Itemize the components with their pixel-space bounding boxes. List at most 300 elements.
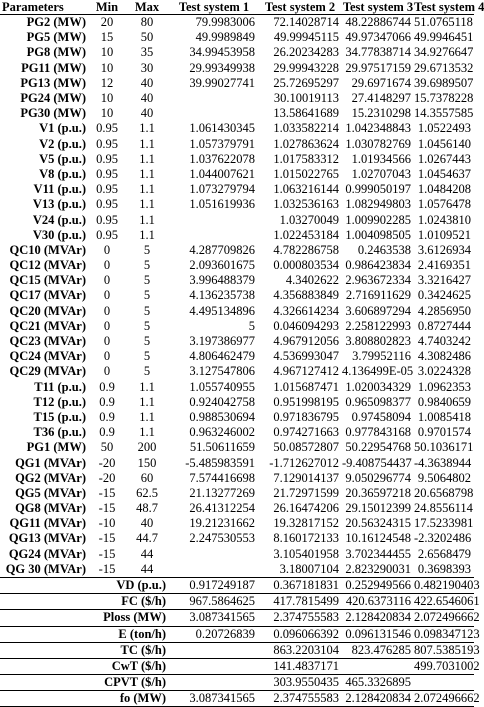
max-cell: 1.1 [139, 166, 155, 181]
test-system-1-cell [170, 106, 258, 121]
table-row [0, 334, 474, 349]
summary-row [0, 675, 474, 691]
summary-test-system-3-cell: 2.128420834 [342, 691, 414, 707]
summary-param-cell: FC ($/h) [0, 594, 170, 610]
param-cell: V8 (p.u.) [39, 166, 86, 181]
test-system-3-cell: 1.004098505 [345, 227, 411, 242]
max-cell: 50 [140, 30, 154, 45]
min-cell: 0.95 [96, 136, 118, 151]
test-system-3-cell: 34.77838714 [345, 45, 411, 60]
table-row [0, 197, 474, 212]
test-system-4-cell: 1.0962353 [417, 379, 471, 394]
test-system-2-cell: 4.356883849 [273, 288, 339, 303]
test-system-1-cell: 1.061430345 [189, 121, 255, 136]
summary-param-cell: TC ($/h) [0, 642, 170, 658]
test-system-2-cell: 49.99945115 [273, 30, 339, 45]
min-cell: 10 [100, 91, 114, 106]
param-cell: QC23 (MVAr) [9, 334, 86, 349]
test-system-2-cell: 1.022453184 [273, 227, 339, 242]
test-system-4-cell: 29.6713532 [414, 60, 474, 75]
param-cell: V11 (p.u.) [33, 182, 86, 197]
test-system-1-cell: 1.051619936 [189, 197, 255, 212]
param-cell: V1 (p.u.) [39, 121, 86, 136]
test-system-2-cell: 25.72695297 [273, 75, 339, 90]
test-system-1-cell: 2.247530553 [189, 531, 255, 546]
test-system-4-cell: 1.0454637 [417, 166, 471, 181]
table-row [0, 91, 474, 106]
summary-test-system-3-cell: 0.252949566 [342, 577, 414, 593]
summary-test-system-2-cell: 0.367181831 [258, 577, 342, 593]
test-system-3-cell: 1.02707043 [351, 166, 411, 181]
min-cell: 0.95 [96, 227, 118, 242]
summary-test-system-2-cell: 2.374755583 [258, 610, 342, 626]
param-cell: T11 (p.u.) [34, 379, 86, 394]
header-max: Max [124, 0, 170, 15]
param-cell: PG11 (MW) [21, 60, 86, 75]
test-system-3-cell: 1.082949803 [345, 197, 411, 212]
test-system-3-cell: 20.56324315 [345, 516, 411, 531]
test-system-4-cell: 1.0576478 [417, 197, 471, 212]
param-cell: T12 (p.u.) [33, 394, 86, 409]
min-cell: -15 [98, 546, 116, 561]
table-row [0, 15, 474, 31]
header-row [0, 0, 474, 15]
param-cell: QG5 (MVAr) [15, 485, 86, 500]
test-system-1-cell [170, 212, 258, 227]
test-system-4-cell: 1.0085418 [417, 409, 471, 424]
test-system-3-cell: 50.22954768 [345, 440, 411, 455]
param-cell: QC17 (MVAr) [9, 288, 86, 303]
test-system-1-cell: 4.495134896 [189, 303, 255, 318]
test-system-3-cell: 0.97458094 [351, 409, 411, 424]
test-system-4-cell: 50.1036171 [414, 440, 474, 455]
max-cell: 5 [143, 364, 151, 379]
min-cell: 0.9 [99, 394, 115, 409]
max-cell: 30 [140, 60, 154, 75]
test-system-4-cell: -4.3638944 [414, 455, 472, 470]
min-cell: -15 [98, 501, 116, 516]
test-system-2-cell: 4.967912056 [273, 334, 339, 349]
test-system-2-cell: 29.99943228 [273, 60, 339, 75]
test-system-1-cell: 39.99027741 [189, 75, 255, 90]
summary-row [0, 626, 474, 642]
summary-test-system-4-cell: 807.5385193 [414, 642, 480, 657]
min-cell: 0 [103, 334, 111, 349]
test-system-3-cell: 29.97517159 [345, 60, 411, 75]
table-row [0, 273, 474, 288]
summary-test-system-2-cell: 863.2203104 [258, 642, 342, 658]
min-cell: -10 [98, 516, 116, 531]
param-cell: PG30 (MW) [20, 106, 86, 121]
summary-row [0, 658, 474, 674]
test-system-4-cell: 1.0484208 [417, 182, 471, 197]
max-cell: 62.5 [136, 485, 158, 500]
summary-test-system-3-cell: 0.096131546 [342, 626, 414, 642]
table-row [0, 531, 474, 546]
test-system-3-cell: 4.136499E-05 [342, 364, 414, 379]
test-system-3-cell: 3.702344455 [345, 546, 411, 561]
max-cell: 1.1 [139, 425, 155, 440]
test-system-4-cell: 4.2856950 [417, 303, 471, 318]
max-cell: 1.1 [139, 394, 155, 409]
max-cell: 150 [137, 455, 157, 470]
max-cell: 44.7 [136, 531, 158, 546]
summary-test-system-1-cell [170, 675, 258, 691]
test-system-1-cell: 1.073279794 [189, 182, 255, 197]
test-system-2-cell: 72.14028714 [273, 15, 339, 30]
test-system-2-cell: 1.015022765 [273, 166, 339, 181]
min-cell: 0.95 [96, 212, 118, 227]
test-system-4-cell: 0.9840659 [417, 394, 471, 409]
table-row [0, 212, 474, 227]
test-system-1-cell: 0.963246002 [189, 425, 255, 440]
summary-row [0, 610, 474, 626]
table-row [0, 243, 474, 258]
test-system-4-cell: 4.3082486 [417, 349, 471, 364]
test-system-3-cell: 10.16124548 [345, 531, 411, 546]
test-system-1-cell: 2.093601675 [189, 258, 255, 273]
test-system-2-cell: 1.033582214 [273, 121, 339, 136]
param-cell: PG1 (MW) [26, 440, 86, 455]
min-cell: 0.95 [96, 197, 118, 212]
min-cell: 10 [100, 45, 114, 60]
test-system-3-cell: 0.2463538 [357, 242, 411, 257]
table-row [0, 455, 474, 470]
test-system-3-cell: 2.716911629 [345, 288, 411, 303]
test-system-4-cell: 0.8727444 [417, 318, 471, 333]
summary-param-cell: CwT ($/h) [0, 658, 170, 674]
test-system-2-cell: 1.017583312 [273, 151, 339, 166]
test-system-2-cell: 0.046094293 [273, 318, 339, 333]
test-system-1-cell: 3.996488379 [189, 273, 255, 288]
summary-test-system-3-cell: 420.6373116 [342, 594, 414, 610]
table-row [0, 395, 474, 410]
test-system-1-cell: 1.055740955 [189, 379, 255, 394]
max-cell: 5 [143, 303, 151, 318]
param-cell: V24 (p.u.) [32, 212, 86, 227]
test-system-4-cell: 3.3216427 [417, 273, 471, 288]
test-system-1-cell: 49.9989849 [195, 30, 255, 45]
table-row [0, 106, 474, 121]
table-row [0, 364, 474, 379]
test-system-2-cell: 1.063216144 [273, 182, 339, 197]
param-cell: PG13 (MW) [20, 75, 86, 90]
test-system-3-cell: 2.823290031 [345, 561, 411, 576]
table-row [0, 30, 474, 45]
min-cell: 50 [100, 440, 114, 455]
param-cell: QC29 (MVAr) [9, 364, 86, 379]
summary-test-system-3-cell: 2.128420834 [342, 610, 414, 626]
param-cell: QC15 (MVAr) [9, 273, 86, 288]
min-cell: 0.9 [99, 425, 115, 440]
table-row [0, 182, 474, 197]
table-row [0, 410, 474, 425]
summary-test-system-4-cell: 499.7031002 [414, 658, 480, 673]
param-cell: PG2 (MW) [26, 15, 86, 30]
max-cell: 1.1 [139, 136, 155, 151]
table-row [0, 152, 474, 167]
param-cell: QG8 (MVAr) [15, 501, 86, 516]
table-row [0, 45, 474, 60]
test-system-3-cell: 1.042348843 [345, 121, 411, 136]
test-system-3-cell: 49.97347066 [345, 30, 411, 45]
test-system-2-cell: 3.105401958 [273, 546, 339, 561]
test-system-1-cell: 34.99453958 [189, 45, 255, 60]
table-row [0, 288, 474, 303]
param-cell: PG8 (MW) [26, 45, 86, 60]
test-system-3-cell: 0.965098377 [345, 394, 411, 409]
max-cell: 5 [143, 258, 151, 273]
param-cell: V30 (p.u.) [32, 227, 86, 242]
test-system-1-cell: 4.136235738 [189, 288, 255, 303]
max-cell: 44 [140, 546, 154, 561]
test-system-4-cell: 39.6989507 [414, 75, 474, 90]
test-system-3-cell: 0.999050197 [345, 182, 411, 197]
summary-test-system-2-cell: 2.374755583 [258, 691, 342, 707]
test-system-2-cell: 1.027863624 [273, 136, 339, 151]
summary-test-system-3-cell: 823.476285 [342, 642, 414, 658]
test-system-2-cell: 7.129014137 [273, 470, 339, 485]
min-cell: -15 [98, 531, 116, 546]
min-cell: -20 [98, 470, 116, 485]
summary-test-system-2-cell: 0.096066392 [258, 626, 342, 642]
test-system-2-cell: 19.32817152 [273, 516, 339, 531]
summary-test-system-4-cell [414, 675, 474, 691]
table-row [0, 61, 474, 76]
table-row [0, 319, 474, 334]
table-row [0, 486, 474, 501]
max-cell: 5 [143, 273, 151, 288]
max-cell: 40 [140, 516, 154, 531]
min-cell: 10 [100, 106, 114, 121]
test-system-4-cell: 1.0522493 [417, 121, 471, 136]
test-system-1-cell: 21.13277269 [189, 485, 255, 500]
test-system-1-cell: 0.988530694 [189, 409, 255, 424]
test-system-3-cell: 0.977843168 [345, 425, 411, 440]
param-cell: QG 30 (MVAr) [5, 561, 86, 576]
test-system-4-cell: 1.0109521 [417, 227, 471, 242]
summary-test-system-1-cell: 967.5864625 [170, 594, 258, 610]
min-cell: 20 [100, 15, 114, 30]
param-cell: QC24 (MVAr) [9, 349, 86, 364]
test-system-2-cell: 13.58641689 [273, 106, 339, 121]
max-cell: 80 [140, 15, 154, 30]
min-cell: 0.95 [96, 182, 118, 197]
test-system-1-cell: 1.044007621 [189, 166, 255, 181]
test-system-3-cell: 2.258122993 [345, 318, 411, 333]
table-row [0, 425, 474, 440]
test-system-2-cell: 4.3402622 [285, 273, 339, 288]
summary-test-system-1-cell: 0.20726839 [170, 626, 258, 642]
header-min: Min [90, 0, 124, 15]
summary-row [0, 691, 474, 707]
min-cell: 0 [103, 364, 111, 379]
test-system-3-cell: -9.408754437 [342, 455, 412, 470]
summary-row [0, 594, 474, 610]
param-cell: PG5 (MW) [26, 30, 86, 45]
max-cell: 1.1 [139, 197, 155, 212]
test-system-4-cell: 14.3557585 [414, 106, 474, 121]
test-system-1-cell [170, 562, 258, 578]
test-system-3-cell: 1.009902285 [345, 212, 411, 227]
test-system-3-cell: 1.030782769 [345, 136, 411, 151]
test-system-2-cell: 4.326614234 [273, 303, 339, 318]
summary-test-system-3-cell [342, 658, 414, 674]
summary-test-system-1-cell [170, 658, 258, 674]
table-row [0, 380, 474, 395]
max-cell: 1.1 [139, 227, 155, 242]
test-system-4-cell: -2.3202486 [414, 531, 472, 546]
min-cell: 10 [100, 60, 114, 75]
test-system-1-cell: 7.574416698 [189, 470, 255, 485]
test-system-2-cell: 8.160172133 [273, 531, 339, 546]
max-cell: 5 [143, 288, 151, 303]
test-system-1-cell: 1.057379791 [189, 136, 255, 151]
test-system-2-cell: -1.712627012 [269, 455, 339, 470]
min-cell: 0 [103, 318, 111, 333]
table-body [0, 15, 474, 578]
test-system-1-cell: 1.037622078 [189, 151, 255, 166]
param-cell: QG24 (MVAr) [8, 546, 86, 561]
test-system-3-cell: 48.22886744 [345, 15, 411, 30]
max-cell: 1.1 [139, 121, 155, 136]
table-row [0, 304, 474, 319]
test-system-1-cell: 4.287709826 [189, 242, 255, 257]
test-system-4-cell: 2.6568479 [417, 546, 471, 561]
test-system-4-cell: 1.0267443 [417, 151, 471, 166]
test-system-3-cell: 3.79952116 [352, 349, 411, 364]
summary-param-cell: fo (MW) [0, 691, 170, 707]
test-system-2-cell: 4.536993047 [273, 349, 339, 364]
test-system-2-cell: 1.032536163 [273, 197, 339, 212]
min-cell: -15 [98, 485, 116, 500]
test-system-4-cell: 2.4169351 [417, 258, 471, 273]
table-row [0, 562, 474, 578]
test-system-1-cell: 5 [248, 318, 255, 333]
table-header [0, 0, 484, 15]
summary-test-system-4-cell: 0.098347123 [414, 626, 480, 641]
min-cell: 0 [103, 288, 111, 303]
summary-row [0, 577, 474, 593]
max-cell: 5 [143, 349, 151, 364]
test-system-3-cell: 15.2310298 [351, 106, 411, 121]
test-system-2-cell: 0.974271663 [273, 425, 339, 440]
param-cell: QC12 (MVAr) [9, 258, 86, 273]
test-system-3-cell: 9.050296774 [345, 470, 411, 485]
test-system-2-cell: 1.015687471 [273, 379, 339, 394]
test-system-2-cell: 1.03270049 [279, 212, 339, 227]
test-system-1-cell: 29.99349938 [189, 60, 255, 75]
test-system-1-cell: 0.924042758 [189, 394, 255, 409]
summary-test-system-1-cell [170, 642, 258, 658]
table-row [0, 167, 474, 182]
min-cell: -15 [98, 561, 116, 576]
min-cell: 0 [103, 242, 111, 257]
header-test-system-4: Test system 4 [414, 0, 484, 14]
test-system-4-cell: 1.0456140 [417, 136, 471, 151]
test-system-1-cell [170, 228, 258, 243]
test-system-4-cell: 24.8556114 [414, 501, 473, 516]
param-cell: T15 (p.u.) [33, 409, 86, 424]
param-cell: QG13 (MVAr) [8, 531, 86, 546]
max-cell: 200 [137, 440, 157, 455]
max-cell: 1.1 [139, 409, 155, 424]
max-cell: 44 [140, 561, 154, 576]
max-cell: 1.1 [139, 379, 155, 394]
summary-param-cell: E (ton/h) [0, 626, 170, 642]
table-row [0, 228, 474, 243]
test-system-1-cell: 19.21231662 [189, 516, 255, 531]
min-cell: 0.95 [96, 166, 118, 181]
summary-body [0, 577, 480, 707]
max-cell: 40 [140, 106, 154, 121]
test-system-2-cell: 26.20234283 [273, 45, 339, 60]
param-cell: QG2 (MVAr) [15, 470, 86, 485]
test-system-1-cell [170, 547, 258, 562]
test-system-3-cell: 0.986423834 [345, 258, 411, 273]
test-system-4-cell: 51.0765118 [414, 15, 473, 30]
min-cell: -20 [98, 455, 116, 470]
test-system-3-cell: 3.808802823 [345, 334, 411, 349]
test-system-3-cell: 29.6971674 [351, 75, 411, 90]
test-system-1-cell: -5.485983591 [185, 455, 255, 470]
test-system-3-cell: 3.606897294 [345, 303, 411, 318]
max-cell: 48.7 [136, 501, 158, 516]
test-system-4-cell: 34.9276647 [414, 45, 474, 60]
param-cell: QC10 (MVAr) [9, 242, 86, 257]
table-row [0, 121, 474, 136]
test-system-3-cell: 1.01934566 [351, 151, 411, 166]
table-row [0, 137, 474, 152]
max-cell: 40 [140, 91, 154, 106]
summary-param-cell: Ploss (MW) [0, 610, 170, 626]
test-system-3-cell: 20.36597218 [345, 485, 411, 500]
summary-test-system-1-cell: 0.917249187 [170, 577, 258, 593]
header-test-system-1: Test system 1 [170, 0, 258, 15]
summary-test-system-2-cell: 303.9550435 [258, 675, 342, 691]
min-cell: 12 [100, 75, 114, 90]
param-cell: PG24 (MW) [20, 91, 86, 106]
param-cell: V2 (p.u.) [39, 136, 86, 151]
min-cell: 0.95 [96, 151, 118, 166]
header-test-system-2: Test system 2 [258, 0, 342, 15]
test-system-3-cell: 1.020034329 [345, 379, 411, 394]
min-cell: 0 [103, 258, 111, 273]
summary-test-system-4-cell: 2.072496662 [414, 610, 480, 625]
min-cell: 0.9 [99, 409, 115, 424]
summary-test-system-4-cell: 2.072496662 [414, 691, 480, 706]
table-row [0, 547, 474, 562]
test-system-2-cell: 4.967127412 [273, 364, 339, 379]
test-system-2-cell: 4.782286758 [273, 242, 339, 257]
max-cell: 35 [140, 45, 154, 60]
min-cell: 15 [100, 30, 114, 45]
test-system-4-cell: 3.0224328 [417, 364, 471, 379]
test-system-4-cell: 0.9701574 [417, 425, 471, 440]
test-system-2-cell: 21.72971599 [273, 485, 339, 500]
min-cell: 0 [103, 273, 111, 288]
test-system-4-cell: 3.6126934 [417, 242, 471, 257]
param-cell: QG11 (MVAr) [9, 516, 86, 531]
test-system-4-cell: 1.0243810 [417, 212, 471, 227]
param-cell: QG1 (MVAr) [15, 455, 86, 470]
table-row [0, 76, 474, 91]
summary-test-system-2-cell: 417.7815499 [258, 594, 342, 610]
summary-test-system-4-cell: 0.482190403 [414, 578, 480, 593]
table-row [0, 471, 474, 486]
summary-test-system-2-cell: 141.4837171 [258, 658, 342, 674]
param-cell: V5 (p.u.) [39, 151, 86, 166]
